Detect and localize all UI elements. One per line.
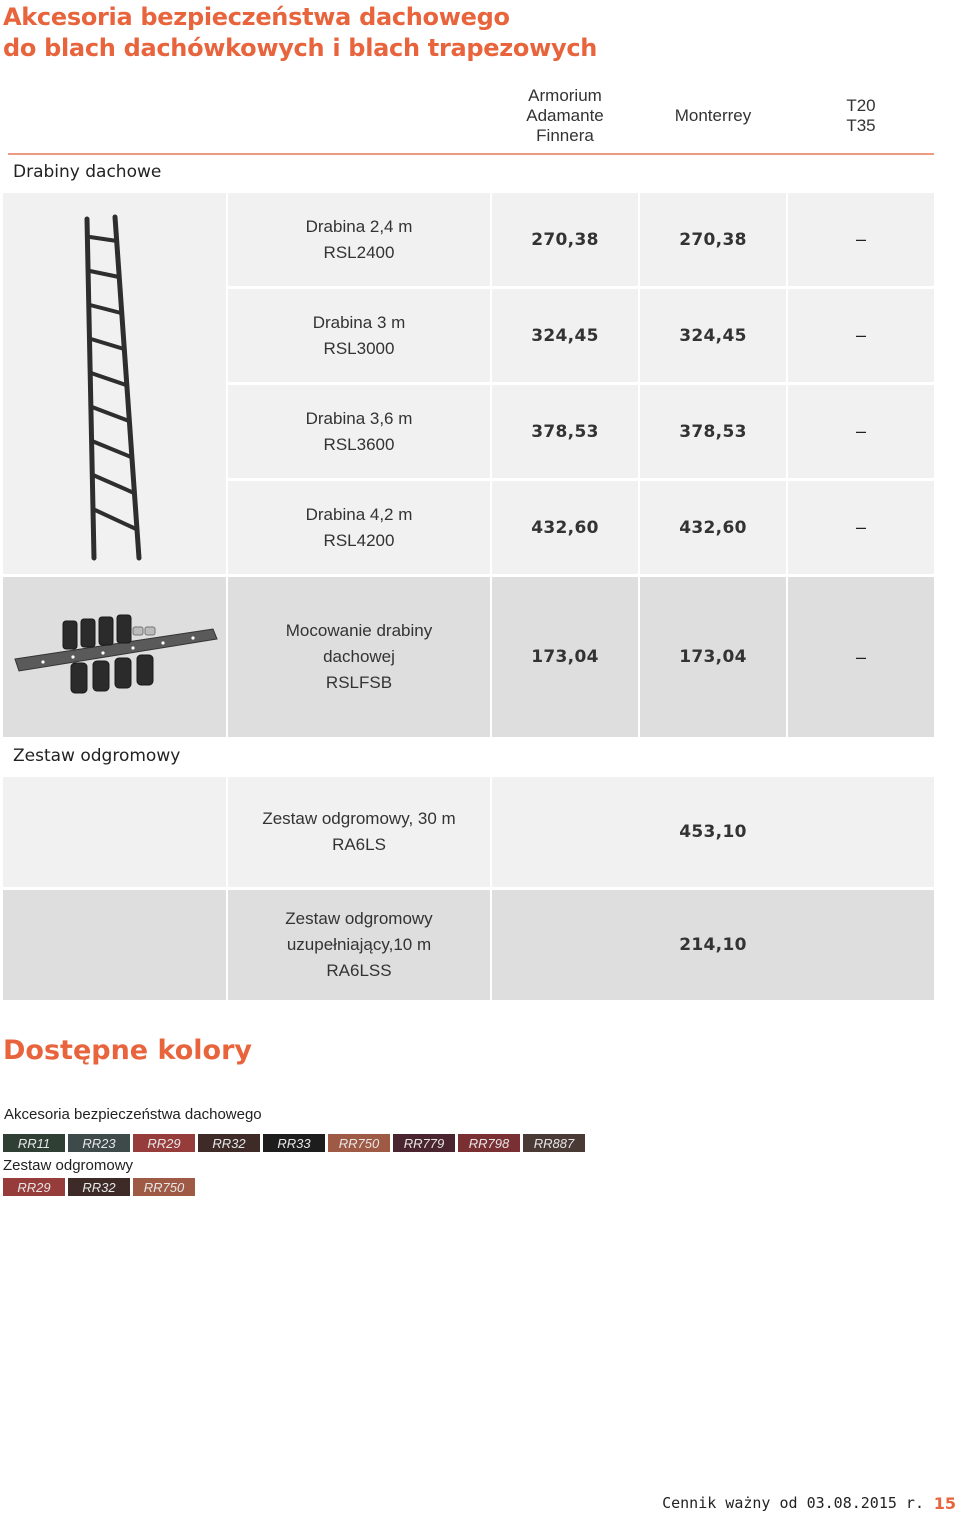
product-name-line-1: Zestaw odgromowy bbox=[285, 909, 433, 928]
price-unavailable: – bbox=[788, 385, 934, 478]
lightning-color-swatches bbox=[0, 1178, 960, 1196]
product-name: Drabina 3,6 m bbox=[305, 408, 413, 428]
price-cell: 214,10 bbox=[492, 890, 934, 1000]
color-swatch: RR798 bbox=[458, 1134, 520, 1152]
price-cell: 173,04 bbox=[640, 577, 786, 737]
page-title bbox=[3, 2, 597, 64]
column-header-line: T35 bbox=[846, 116, 876, 135]
lightning-name-cell bbox=[228, 777, 490, 887]
price-cell: 270,38 bbox=[492, 193, 638, 286]
product-code: RSLFSB bbox=[325, 673, 393, 692]
product-name-line-2: dachowej bbox=[323, 647, 395, 666]
color-swatch: RR779 bbox=[393, 1134, 455, 1152]
ladder-name-cell bbox=[228, 289, 490, 382]
color-swatch: RR33 bbox=[263, 1134, 325, 1152]
price-cell: 453,10 bbox=[492, 777, 934, 887]
colors-title: Dostępne kolory bbox=[3, 1035, 253, 1066]
color-swatch: RR23 bbox=[68, 1134, 130, 1152]
price-cell: 324,45 bbox=[492, 289, 638, 382]
product-name-line-1: Mocowanie drabiny bbox=[285, 621, 433, 640]
product-name-line-2: uzupełniający,10 m bbox=[286, 935, 432, 954]
color-swatch: RR750 bbox=[328, 1134, 390, 1152]
price-cell: 173,04 bbox=[492, 577, 638, 737]
color-swatch: RR887 bbox=[523, 1134, 585, 1152]
header-divider bbox=[8, 153, 934, 155]
section-title-ladders: Drabiny dachowe bbox=[13, 162, 162, 182]
price-cell: 432,60 bbox=[640, 481, 786, 574]
column-header-line: Adamante bbox=[526, 106, 604, 125]
column-header-line: Armorium bbox=[528, 86, 602, 105]
mount-name-cell bbox=[228, 577, 490, 737]
lightning-image-cell bbox=[3, 777, 226, 887]
price-cell: 378,53 bbox=[640, 385, 786, 478]
price-unavailable: – bbox=[788, 481, 934, 574]
page-title-line-1: Akcesoria bezpieczeństwa dachowego bbox=[3, 3, 510, 31]
price-unavailable: – bbox=[788, 289, 934, 382]
color-swatch: RR29 bbox=[133, 1134, 195, 1152]
accessories-colors-label: Akcesoria bezpieczeństwa dachowego bbox=[4, 1106, 262, 1123]
price-unavailable: – bbox=[788, 577, 934, 737]
mount-image-cell bbox=[3, 577, 226, 737]
product-code: RA6LS bbox=[332, 835, 386, 854]
product-code: RA6LSS bbox=[326, 961, 392, 980]
color-swatch: RR11 bbox=[3, 1134, 65, 1152]
ladder-image bbox=[3, 193, 226, 574]
column-header-armorium bbox=[492, 86, 638, 146]
mount-image bbox=[3, 577, 226, 737]
ladder-name-cell bbox=[228, 385, 490, 478]
column-header-monterrey: Monterrey bbox=[674, 106, 752, 125]
column-header-line: T20 bbox=[846, 96, 876, 115]
color-swatch: RR32 bbox=[198, 1134, 260, 1152]
price-cell: 324,45 bbox=[640, 289, 786, 382]
lightning-name-cell bbox=[228, 890, 490, 1000]
product-code: RSL3600 bbox=[323, 434, 395, 454]
page-number: 15 bbox=[933, 1494, 956, 1513]
price-unavailable: – bbox=[788, 193, 934, 286]
color-swatch: RR750 bbox=[133, 1178, 195, 1196]
product-code: RSL4200 bbox=[323, 530, 395, 550]
price-cell: 378,53 bbox=[492, 385, 638, 478]
product-name: Drabina 4,2 m bbox=[305, 504, 413, 524]
color-swatch: RR32 bbox=[68, 1178, 130, 1196]
product-code: RSL2400 bbox=[323, 242, 395, 262]
lightning-image-cell bbox=[3, 890, 226, 1000]
ladder-name-cell bbox=[228, 193, 490, 286]
price-cell: 270,38 bbox=[640, 193, 786, 286]
lightning-colors-label: Zestaw odgromowy bbox=[3, 1157, 134, 1174]
product-name: Zestaw odgromowy, 30 m bbox=[262, 809, 456, 828]
validity-note: Cennik ważny od 03.08.2015 r. bbox=[662, 1494, 924, 1512]
page-title-line-2: do blach dachówkowych i blach trapezowych bbox=[3, 34, 598, 62]
product-code: RSL3000 bbox=[323, 338, 395, 358]
ladder-name-cell bbox=[228, 481, 490, 574]
column-header-trapez bbox=[788, 96, 934, 136]
product-name: Drabina 3 m bbox=[312, 312, 406, 332]
section-title-lightning: Zestaw odgromowy bbox=[13, 746, 181, 766]
product-name: Drabina 2,4 m bbox=[305, 216, 413, 236]
price-cell: 432,60 bbox=[492, 481, 638, 574]
color-swatch: RR29 bbox=[3, 1178, 65, 1196]
accessories-color-swatches bbox=[0, 1134, 960, 1152]
column-header-line: Finnera bbox=[536, 126, 594, 145]
ladder-image-cell bbox=[3, 193, 226, 574]
